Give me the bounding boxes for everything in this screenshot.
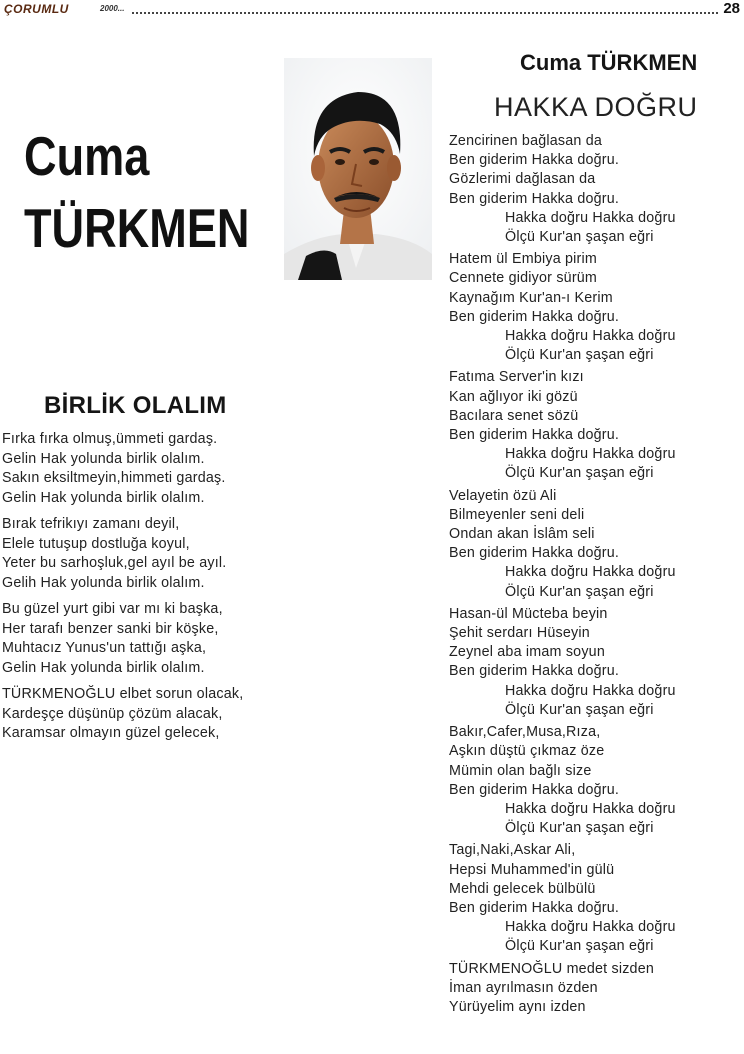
- poem-line: Ben giderim Hakka doğru.: [449, 308, 620, 325]
- poem-line: Elele tutuşup dostluğa koyul,: [2, 535, 190, 552]
- poem-line: Bacılara senet sözü: [449, 407, 579, 424]
- poem-refrain-line: Hakka doğru Hakka doğru: [505, 446, 676, 463]
- poem-refrain-line: Ölçü Kur'an şaşan eğri: [505, 938, 654, 955]
- poem-line: Yürüyelim aynı izden: [449, 998, 586, 1015]
- poem-refrain-line: Ölçü Kur'an şaşan eğri: [505, 820, 654, 837]
- right-poem-body: [449, 132, 741, 1020]
- poem-line: Aşkın düştü çıkmaz öze: [449, 743, 605, 760]
- poem-line: Gelin Hak yolunda birlik olalım.: [2, 450, 205, 467]
- poem-refrain-line: Hakka doğru Hakka doğru: [505, 800, 676, 817]
- poem-line: Kan ağlıyor iki gözü: [449, 388, 578, 405]
- author-last-name: TÜRKMEN: [24, 197, 250, 259]
- poem-line: Gelin Hak yolunda birlik olalım.: [2, 659, 205, 676]
- poem-refrain-line: Ölçü Kur'an şaşan eğri: [505, 701, 654, 718]
- poem-line: Mümin olan bağlı size: [449, 762, 592, 779]
- poem-line: Bilmeyenler seni deli: [449, 506, 585, 523]
- poem-line: Karamsar olmayın güzel gelecek,: [2, 725, 220, 741]
- author-name-large: [24, 120, 250, 264]
- poem-line: Ben giderim Hakka doğru.: [449, 663, 620, 680]
- poem-line: İman ayrılmasın özden: [449, 979, 598, 996]
- poem-line: Gelih Hak yolunda birlik olalım.: [2, 574, 205, 591]
- poem-refrain-line: Ölçü Kur'an şaşan eğri: [505, 583, 654, 600]
- poem-line: TÜRKMENOĞLU medet sizden: [449, 960, 655, 977]
- poem-line: Kardeşçe düşünüp çözüm alacak,: [2, 705, 223, 722]
- poem-stanza: [2, 600, 302, 678]
- left-poem-title: BİRLİK OLALIM: [44, 392, 227, 419]
- poem-line: Ben giderim Hakka doğru.: [449, 152, 620, 169]
- poem-line: Zeynel aba imam soyun: [449, 644, 605, 661]
- poem-line: Bakır,Cafer,Musa,Rıza,: [449, 724, 601, 741]
- poem-line: Hasan-ül Mücteba beyin: [449, 605, 608, 622]
- poem-line: Kaynağım Kur'an-ı Kerim: [449, 289, 613, 306]
- poem-line: Bırak tefrikıyı zamanı deyil,: [2, 516, 180, 532]
- poem-stanza: [2, 515, 302, 593]
- poem-stanza: [2, 430, 302, 508]
- poem-refrain-line: Hakka doğru Hakka doğru: [505, 919, 676, 936]
- poem-line: Velayetin özü Ali: [449, 487, 557, 504]
- poem-stanza: [2, 685, 302, 744]
- poem-refrain-line: Ölçü Kur'an şaşan eğri: [505, 347, 654, 364]
- poem-line: Muhtacız Yunus'un tattığı aşka,: [2, 640, 207, 656]
- poem-line: Şehit serdarı Hüseyin: [449, 625, 590, 642]
- poem-stanza: [449, 605, 741, 720]
- poem-refrain-line: Hakka doğru Hakka doğru: [505, 328, 676, 345]
- poem-refrain-line: Hakka doğru Hakka doğru: [505, 682, 676, 699]
- poem-line: Sakın eksiltmeyin,himmeti gardaş.: [2, 470, 226, 486]
- poem-line: Yeter bu sarhoşluk,gel ayıl be ayıl.: [2, 555, 227, 571]
- poem-line: Ben giderim Hakka doğru.: [449, 427, 620, 444]
- poem-line: Hepsi Muhammed'in gülü: [449, 861, 615, 878]
- header-dotted-rule: [132, 12, 718, 14]
- poem-line: Fırka fırka olmuş,ümmeti gardaş.: [2, 431, 218, 447]
- left-poem-body: [2, 430, 302, 751]
- poem-stanza: [449, 723, 741, 838]
- author-photo: [284, 58, 432, 280]
- poem-line: Ben giderim Hakka doğru.: [449, 781, 620, 798]
- poem-stanza: [449, 841, 741, 956]
- poem-stanza: [449, 960, 741, 1018]
- poem-line: Mehdi gelecek bülbülü: [449, 880, 596, 897]
- right-poem-author: Cuma TÜRKMEN: [520, 50, 698, 75]
- magazine-brand: ÇORUMLU: [4, 2, 69, 16]
- poem-stanza: [449, 132, 741, 247]
- poem-line: Ben giderim Hakka doğru.: [449, 545, 620, 562]
- poem-stanza: [449, 487, 741, 602]
- author-first-name: Cuma: [24, 125, 150, 187]
- poem-line: Tagi,Naki,Askar Ali,: [449, 842, 576, 859]
- poem-line: Cennete gidiyor sürüm: [449, 270, 598, 287]
- poem-line: Ben giderim Hakka doğru.: [449, 899, 620, 916]
- poem-line: Ondan akan İslâm seli: [449, 526, 595, 543]
- poem-line: Bu güzel yurt gibi var mı ki başka,: [2, 601, 223, 617]
- poem-line: Hatem ül Embiya pirim: [449, 251, 597, 268]
- poem-line: Her tarafı benzer sanki bir köşke,: [2, 620, 219, 637]
- poem-line: Ben giderim Hakka doğru.: [449, 190, 620, 207]
- poem-line: TÜRKMENOĞLU elbet sorun olacak,: [2, 686, 244, 702]
- poem-line: Gözlerimi dağlasan da: [449, 171, 596, 188]
- poem-refrain-line: Ölçü Kur'an şaşan eğri: [505, 229, 654, 246]
- poem-refrain-line: Hakka doğru Hakka doğru: [505, 564, 676, 581]
- right-poem-title: HAKKA DOĞRU: [494, 92, 698, 122]
- magazine-year: 2000...: [100, 4, 125, 13]
- page-number: 28: [723, 0, 740, 17]
- poem-line: Fatıma Server'in kızı: [449, 369, 584, 386]
- poem-line: Gelin Hak yolunda birlik olalım.: [2, 489, 205, 506]
- poem-refrain-line: Hakka doğru Hakka doğru: [505, 209, 676, 226]
- poem-stanza: [449, 250, 741, 365]
- poem-line: Zencirinen bağlasan da: [449, 133, 603, 149]
- poem-refrain-line: Ölçü Kur'an şaşan eğri: [505, 465, 654, 482]
- poem-stanza: [449, 368, 741, 483]
- page-header: [4, 0, 740, 16]
